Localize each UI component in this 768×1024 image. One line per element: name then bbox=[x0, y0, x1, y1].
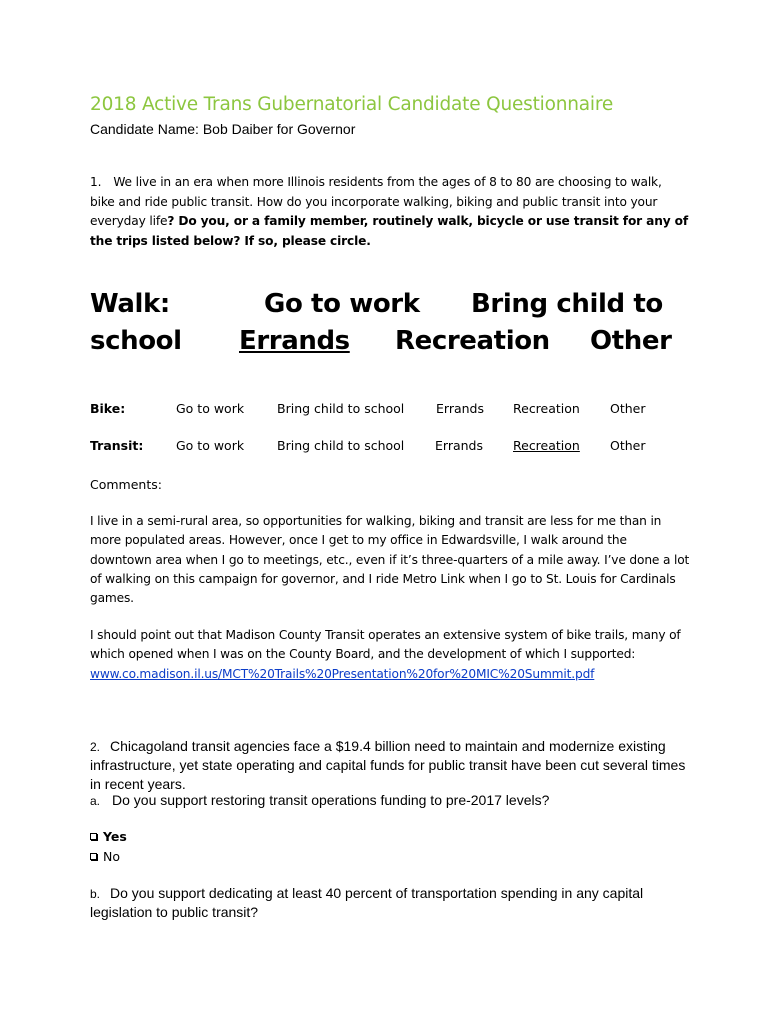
transit-option: Bring child to school bbox=[277, 438, 405, 453]
question-2 bbox=[90, 737, 690, 793]
question-2a bbox=[90, 792, 549, 808]
option-no-label: No bbox=[103, 849, 120, 864]
question-1 bbox=[90, 173, 690, 251]
walk-school: school bbox=[90, 326, 182, 356]
bike-option: Other bbox=[610, 401, 646, 416]
question-2b-text: Do you support dedicating at least 40 percent of transportation spending in any capital legislation to public transit? bbox=[90, 885, 644, 921]
bike-label: Bike: bbox=[90, 401, 126, 416]
question-2a-text: Do you support restoring transit operations funding to pre-2017 levels? bbox=[112, 792, 550, 808]
option-no[interactable] bbox=[90, 849, 120, 864]
transit-label: Transit: bbox=[90, 438, 144, 453]
question-2-number: 2. bbox=[90, 740, 101, 754]
question-1-number: 1. bbox=[90, 175, 102, 189]
comments-paragraph-2-text: I should point out that Madison County Transit operates an extensive system of bike trails, many of which opened when I was on the County Board, and the development of which I supported: bbox=[90, 628, 681, 662]
transit-option: Other bbox=[610, 438, 646, 453]
walk-other: Other bbox=[590, 326, 672, 356]
transit-option-circled: Recreation bbox=[513, 438, 580, 453]
walk-bring-child: Bring child to bbox=[471, 289, 663, 319]
checkbox-icon[interactable] bbox=[90, 853, 97, 860]
comments-paragraph-1: I live in a semi-rural area, so opportunities for walking, biking and transit are less for me than in more populated areas. However, once I get to my office in Edwardsville, I walk around the downtown area when I go to meetings, etc., even if it’s three-quarters of a mile away. I’ve done a lot of walking on this campaign for governor, and I ride Metro Link when I go to St. Louis for Cardinals games. bbox=[90, 514, 690, 606]
transit-option: Errands bbox=[435, 438, 483, 453]
option-yes[interactable] bbox=[90, 829, 127, 844]
candidate-name: Candidate Name: Bob Daiber for Governor bbox=[90, 121, 356, 137]
walk-recreation: Recreation bbox=[395, 326, 550, 356]
questionnaire-title: 2018 Active Trans Gubernatorial Candidate Questionnaire bbox=[90, 94, 614, 115]
question-2-text: Chicagoland transit agencies face a $19.4 billion need to maintain and modernize existing infrastructure, yet state operating and capital funds for public transit have been cut several times in recent years. bbox=[90, 738, 686, 792]
trails-link[interactable]: www.co.madison.il.us/MCT%20Trails%20Presentation%20for%20MIC%20Summit.pdf bbox=[90, 666, 595, 681]
question-2b bbox=[90, 884, 690, 922]
comments-paragraph-2 bbox=[90, 626, 690, 684]
question-2a-label: a. bbox=[90, 794, 101, 808]
comments-label: Comments: bbox=[90, 477, 162, 492]
bike-option: Recreation bbox=[513, 401, 580, 416]
walk-label: Walk: bbox=[90, 289, 170, 319]
option-yes-label: Yes bbox=[103, 829, 127, 844]
bike-option: Errands bbox=[436, 401, 484, 416]
question-2b-label: b. bbox=[90, 887, 101, 901]
transit-option: Go to work bbox=[176, 438, 245, 453]
checkbox-icon[interactable] bbox=[90, 833, 97, 840]
walk-errands-circled: Errands bbox=[239, 326, 350, 356]
walk-go-to-work: Go to work bbox=[264, 289, 420, 319]
question-1-intro: We live in an era when more Illinois residents from the ages of 8 to 80 are choosing to walk, bike and ride public transit. How do you incorporate walking, biking and public transit into your everyday life bbox=[90, 175, 662, 228]
question-1-bold: ? Do you, or a family member, routinely walk, bicycle or use transit for any of the trips listed below? If so, please circle. bbox=[90, 214, 688, 248]
bike-option: Bring child to school bbox=[277, 401, 405, 416]
bike-option: Go to work bbox=[176, 401, 245, 416]
